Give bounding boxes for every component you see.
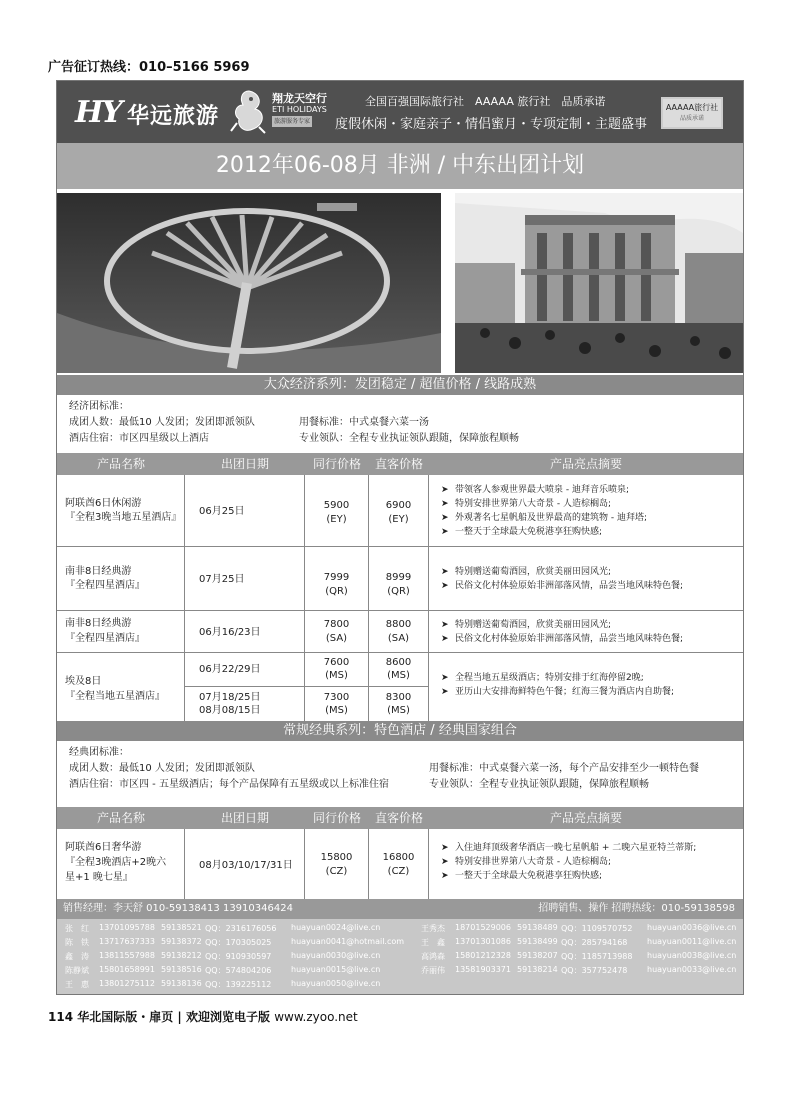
peer-price-cell: [305, 829, 369, 899]
direct-price: 6900: [385, 500, 412, 511]
highlight-item: ➤ 一整天于全球最大免税港享狂购快感;: [441, 525, 647, 539]
contact-qq: QQ：170305025: [205, 938, 272, 947]
product-name: 南非8日经典游: [65, 566, 132, 577]
classic-std-leader: 专业领队：全程专业执证领队跟随，保障旅程顺畅: [429, 779, 649, 790]
peer-price-cell: [305, 653, 369, 687]
contact-mobile: 13717637333: [99, 937, 155, 946]
contact-email: huayuan0033@live.cn: [647, 965, 737, 974]
highlight-item: ➤ 特别赠送葡萄酒园，欣赏美丽田园风光;: [441, 565, 683, 579]
direct-airline: (QR): [387, 586, 410, 597]
partner-english-name: ETI HOLIDAYS: [272, 105, 327, 114]
col-product: 产品名称: [96, 457, 145, 471]
date-cell: [185, 687, 305, 721]
table-row: [57, 829, 185, 899]
highlights-cell: [429, 611, 743, 653]
contact-mobile: 13801275112: [99, 979, 155, 988]
classic-table: [57, 829, 743, 899]
classic-std-group: 成团人数：最低10 人发团；发团即派领队: [69, 763, 255, 774]
contact-email: huayuan0030@live.cn: [291, 951, 381, 960]
peer-airline: (QR): [325, 586, 348, 597]
direct-price: 8800: [385, 619, 412, 630]
table-row: [57, 611, 185, 653]
peer-airline: (SA): [325, 633, 348, 644]
date-cell: [185, 547, 305, 611]
brand-slogan-line1: 全国百强国际旅行社 AAAAA 旅行社 品质承诺: [365, 95, 606, 108]
direct-price-cell: [369, 829, 429, 899]
badge-subtitle: 品质承诺: [679, 115, 704, 122]
direct-price: 16800: [382, 852, 415, 863]
economy-std-title: 经济团标准：: [69, 401, 129, 412]
contact-name: 王 惠: [65, 980, 89, 989]
contact-name: 高鸿森: [421, 952, 445, 961]
direct-price: 8999: [385, 572, 412, 583]
contact-qq: QQ：2316176056: [205, 924, 277, 933]
highlight-list: [441, 841, 696, 883]
brand-slogan-line2: 度假休闲・家庭亲子・情侣蜜月・专项定制・主题盛事: [335, 117, 648, 132]
direct-price-cell: [369, 475, 429, 547]
contact-name: 王 鑫: [421, 938, 445, 947]
date-cell: [185, 611, 305, 653]
contact-email: huayuan0015@live.cn: [291, 965, 381, 974]
classic-standards: [57, 743, 743, 795]
partner-logo: [272, 93, 327, 127]
col-date: 出团日期: [220, 457, 269, 471]
brand-name: 华远旅游: [127, 104, 220, 129]
contact-mobile: 13581903371: [455, 965, 511, 974]
direct-airline: (SA): [387, 633, 410, 644]
table-row: [57, 475, 185, 547]
contact-qq: QQ：357752478: [561, 966, 628, 975]
highlight-item: ➤ 民俗文化村体验原始非洲部落风情，品尝当地风味特色餐;: [441, 579, 683, 593]
highlights-cell: [429, 829, 743, 899]
classic-std-meal: 用餐标准：中式桌餐六菜一汤，每个产品安排至少一顿特色餐: [429, 763, 699, 774]
col-direct-price: 直客价格: [374, 457, 423, 471]
highlight-item: ➤ 民俗文化村体验原始非洲部落风情，品尝当地风味特色餐;: [441, 632, 683, 646]
contact-name: 鑫 涛: [65, 952, 89, 961]
peer-price: 5900: [323, 500, 350, 511]
peer-price: 7999: [323, 572, 350, 583]
highlight-item: ➤ 亚历山大安排海鲜特色午餐；红海三餐为酒店内自助餐;: [441, 685, 674, 699]
contact-email: huayuan0036@live.cn: [647, 923, 737, 932]
product-hotel: 『全程3晚当地五星酒店』: [65, 512, 182, 523]
direct-price: 8300: [385, 692, 412, 703]
contact-tel: 59138521: [161, 923, 202, 932]
economy-std-meal: 用餐标准：中式桌餐六菜一汤: [299, 417, 429, 428]
classic-std-title: 经典团标准：: [69, 747, 129, 758]
peer-price: 7300: [323, 692, 350, 703]
brand-logo-icon: HY: [75, 95, 121, 130]
contact-tel: 59138212: [161, 951, 202, 960]
sales-contacts: [57, 919, 743, 995]
contact-tel: 59138207: [517, 951, 558, 960]
table-row: [57, 547, 185, 611]
contact-qq: QQ：1185713988: [561, 952, 633, 961]
contact-qq: QQ：1109570752: [561, 924, 633, 933]
economy-std-hotel: 酒店住宿：市区四星级以上酒店: [69, 433, 209, 444]
direct-airline: (EY): [388, 514, 409, 525]
highlight-item: ➤ 特别安排世界第八大奇景 - 人造棕榈岛;: [441, 497, 647, 511]
highlight-item: ➤ 入住迪拜顶级奢华酒店一晚七星帆船 + 二晚六星亚特兰蒂斯;: [441, 841, 696, 855]
contact-tel: 59138516: [161, 965, 202, 974]
classic-std-hotel: 酒店住宿：市区四 - 五星级酒店；每个产品保障有五星级或以上标准住宿: [69, 779, 389, 790]
ad-hotline: 广告征订热线：010–5166 5969: [48, 60, 250, 75]
contact-name: 张 红: [65, 924, 89, 933]
departure-date: 06月25日: [199, 506, 245, 517]
ruins-library-photo: [455, 193, 743, 373]
direct-airline: (CZ): [387, 866, 410, 877]
product-name: 阿联酋6日休闲游: [65, 498, 142, 509]
contact-tel: 59138489: [517, 923, 558, 932]
peer-price: 7800: [323, 619, 350, 630]
contact-email: huayuan0041@hotmail.com: [291, 937, 405, 946]
contact-qq: QQ：574804206: [205, 966, 272, 975]
direct-price-cell: [369, 653, 429, 687]
departure-date: 08月03/10/17/31日: [199, 860, 293, 871]
highlights-cell: [429, 547, 743, 611]
product-hotel: 『全程3晚酒店+2晚六: [65, 857, 167, 868]
contact-mobile: 15801212328: [455, 951, 511, 960]
website-link[interactable]: www.zyoo.net: [274, 1010, 358, 1024]
sales-band: [57, 899, 743, 919]
peer-price-cell: [305, 687, 369, 721]
contact-email: huayuan0050@live.cn: [291, 979, 381, 988]
partner-tagline: 旅游服务专家: [274, 118, 311, 125]
contact-email: huayuan0038@live.cn: [647, 951, 737, 960]
contact-mobile: 13701095788: [99, 923, 155, 932]
contact-mobile: 13811557988: [99, 951, 155, 960]
highlight-list: [441, 671, 674, 699]
col-highlights: 产品亮点摘要: [549, 457, 622, 471]
tour-plan-frame: [56, 80, 744, 995]
col-product: 产品名称: [96, 811, 145, 825]
palm-island-photo: [57, 193, 441, 373]
badge-title: AAAAA旅行社: [665, 103, 719, 112]
classic-series-band: 常规经典系列：特色酒店 / 经典国家组合: [57, 721, 743, 741]
contact-tel: 59138499: [517, 937, 558, 946]
contact-qq: QQ：910930597: [205, 952, 272, 961]
contact-email: huayuan0011@live.cn: [647, 937, 737, 946]
departure-date: 06月22/29日: [199, 664, 261, 675]
date-cell: [185, 653, 305, 687]
contact-qq: QQ：285794168: [561, 938, 628, 947]
product-hotel: 『全程四星酒店』: [65, 580, 145, 591]
product-hotel: 星+1 晚七星』: [65, 872, 133, 883]
page-footer: [48, 1008, 358, 1025]
peer-airline: (EY): [326, 514, 347, 525]
contact-name: 陈 铁: [65, 938, 89, 947]
product-hotel: 『全程四星酒店』: [65, 633, 145, 644]
highlight-item: ➤ 带领客人参观世界最大喷泉 - 迪拜音乐喷泉;: [441, 483, 647, 497]
contact-qq: QQ：139225112: [205, 980, 272, 989]
highlights-cell: [429, 653, 743, 721]
contact-mobile: 18701529006: [455, 923, 511, 932]
contact-tel: 59138136: [161, 979, 202, 988]
economy-table-header: [57, 453, 743, 475]
partner-name: 翔龙天空行: [272, 92, 327, 105]
direct-airline: (MS): [387, 705, 410, 716]
peer-price-cell: [305, 611, 369, 653]
economy-std-leader: 专业领队：全程专业执证领队跟随，保障旅程顺畅: [299, 433, 519, 444]
peer-airline: (MS): [325, 705, 348, 716]
economy-std-group: 成团人数：最低10 人发团；发团即派领队: [69, 417, 255, 428]
peer-airline: (MS): [325, 670, 348, 681]
peer-price: 15800: [320, 852, 353, 863]
highlight-item: ➤ 一整天于全球最大免税港享狂购快感;: [441, 869, 696, 883]
col-peer-price: 同行价格: [312, 811, 361, 825]
direct-price-cell: [369, 547, 429, 611]
recruit-hotline: 招聘销售、操作 招聘热线：010-59138598: [538, 903, 735, 914]
sales-manager: 销售经理：李天舒 010-59138413 13910346424: [63, 903, 293, 914]
contact-email: huayuan0024@live.cn: [291, 923, 381, 932]
departure-date: 08月08/15日: [199, 705, 261, 716]
peer-airline: (CZ): [325, 866, 348, 877]
economy-series-band: 大众经济系列：发团稳定 / 超值价格 / 线路成熟: [57, 375, 743, 395]
economy-table: [57, 475, 743, 721]
highlight-item: ➤ 全程当地五星级酒店；特别安排于红海停留2晚;: [441, 671, 674, 685]
direct-price: 8600: [385, 657, 412, 668]
contact-tel: 59138372: [161, 937, 202, 946]
direct-price-cell: [369, 687, 429, 721]
edition-label: 华北国际版・扉页 | 欢迎浏览电子版: [77, 1010, 270, 1024]
economy-standards: [57, 397, 743, 449]
product-name: 南非8日经典游: [65, 618, 132, 629]
contact-mobile: 13701301086: [455, 937, 511, 946]
peer-price-cell: [305, 547, 369, 611]
page-title: 2012年06-08月 非洲 / 中东出团计划: [57, 143, 743, 189]
date-cell: [185, 829, 305, 899]
peer-price-cell: [305, 475, 369, 547]
contact-name: 乔丽伟: [421, 966, 445, 975]
direct-price-cell: [369, 611, 429, 653]
contact-name: 王秀杰: [421, 924, 445, 933]
brand-header: [57, 81, 743, 143]
contact-tel: 59138214: [517, 965, 558, 974]
highlight-list: [441, 483, 647, 539]
product-name: 阿联酋6日奢华游: [65, 842, 142, 853]
highlights-cell: [429, 475, 743, 547]
departure-date: 07月25日: [199, 574, 245, 585]
highlight-item: ➤ 外观著名七星帆船及世界最高的建筑物 - 迪拜塔;: [441, 511, 647, 525]
product-name: 埃及8日: [65, 676, 102, 687]
highlight-item: ➤ 特别安排世界第八大奇景 - 人造棕榈岛;: [441, 855, 696, 869]
departure-date: 06月16/23日: [199, 627, 261, 638]
contact-mobile: 15801658991: [99, 965, 155, 974]
direct-airline: (MS): [387, 670, 410, 681]
departure-date: 07月18/25日: [199, 692, 261, 703]
col-direct-price: 直客价格: [374, 811, 423, 825]
aaaaa-badge: [661, 97, 723, 129]
classic-table-header: [57, 807, 743, 829]
product-hotel: 『全程当地五星酒店』: [65, 691, 165, 702]
col-highlights: 产品亮点摘要: [549, 811, 622, 825]
contact-name: 陈静斌: [65, 966, 89, 975]
highlight-list: [441, 618, 683, 646]
page-number: 114: [48, 1010, 74, 1024]
table-row: [57, 653, 185, 721]
date-cell: [185, 475, 305, 547]
highlight-list: [441, 565, 683, 593]
dragon-logo-icon: [229, 87, 269, 139]
col-date: 出团日期: [220, 811, 269, 825]
highlight-item: ➤ 特别赠送葡萄酒园，欣赏美丽田园风光;: [441, 618, 683, 632]
peer-price: 7600: [323, 657, 350, 668]
col-peer-price: 同行价格: [312, 457, 361, 471]
